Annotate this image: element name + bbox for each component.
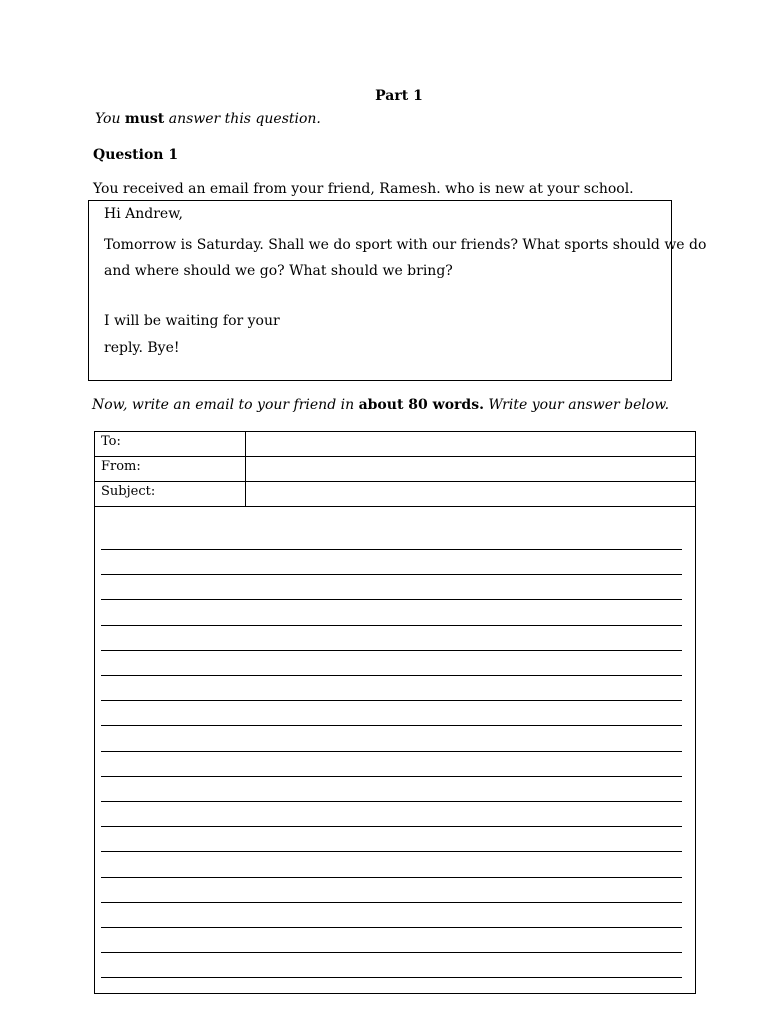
writing-line: [101, 751, 682, 752]
writing-line: [101, 725, 682, 726]
from-field[interactable]: [245, 457, 695, 481]
writing-line: [101, 851, 682, 852]
to-label: To:: [101, 434, 121, 449]
subject-label: Subject:: [101, 484, 156, 499]
email-line-3: I will be waiting for your: [104, 313, 280, 329]
writing-line: [101, 801, 682, 802]
writing-line: [101, 776, 682, 777]
part-title: Part 1: [375, 88, 423, 104]
instruction-text: [95, 111, 321, 127]
instruction-emphasis: must: [124, 111, 165, 127]
task-emphasis: about 80 words.: [358, 397, 484, 413]
instruction-after: answer this question.: [164, 111, 321, 127]
writing-line: [101, 625, 682, 626]
to-row: [95, 432, 695, 457]
answer-form: [94, 431, 696, 994]
writing-line: [101, 952, 682, 953]
writing-line: [101, 877, 682, 878]
writing-line: [101, 549, 682, 550]
task-after: Write your answer below.: [483, 397, 670, 413]
writing-line: [101, 675, 682, 676]
writing-line: [101, 599, 682, 600]
from-row: [95, 457, 695, 482]
writing-line: [101, 927, 682, 928]
writing-line: [101, 826, 682, 827]
task-before: Now, write an email to your friend in: [92, 397, 359, 413]
writing-line: [101, 902, 682, 903]
from-label: From:: [101, 459, 141, 474]
writing-line: [101, 977, 682, 978]
task-instruction: [92, 397, 669, 413]
subject-field[interactable]: [245, 482, 695, 506]
to-field[interactable]: [245, 432, 695, 456]
instruction-before: You: [95, 111, 125, 127]
email-greeting: Hi Andrew,: [104, 206, 183, 222]
writing-line: [101, 650, 682, 651]
email-line-4: reply. Bye!: [104, 340, 180, 356]
writing-line: [101, 700, 682, 701]
received-email-box: [88, 200, 707, 381]
writing-line: [101, 574, 682, 575]
question-heading: Question 1: [93, 147, 179, 163]
question-intro: You received an email from your friend, Ramesh. who is new at your school.: [93, 181, 634, 197]
subject-row: [95, 482, 695, 507]
email-line-1: Tomorrow is Saturday. Shall we do sport with our friends? What sports should we do: [104, 237, 707, 253]
email-line-2: and where should we go? What should we bring?: [104, 263, 453, 279]
